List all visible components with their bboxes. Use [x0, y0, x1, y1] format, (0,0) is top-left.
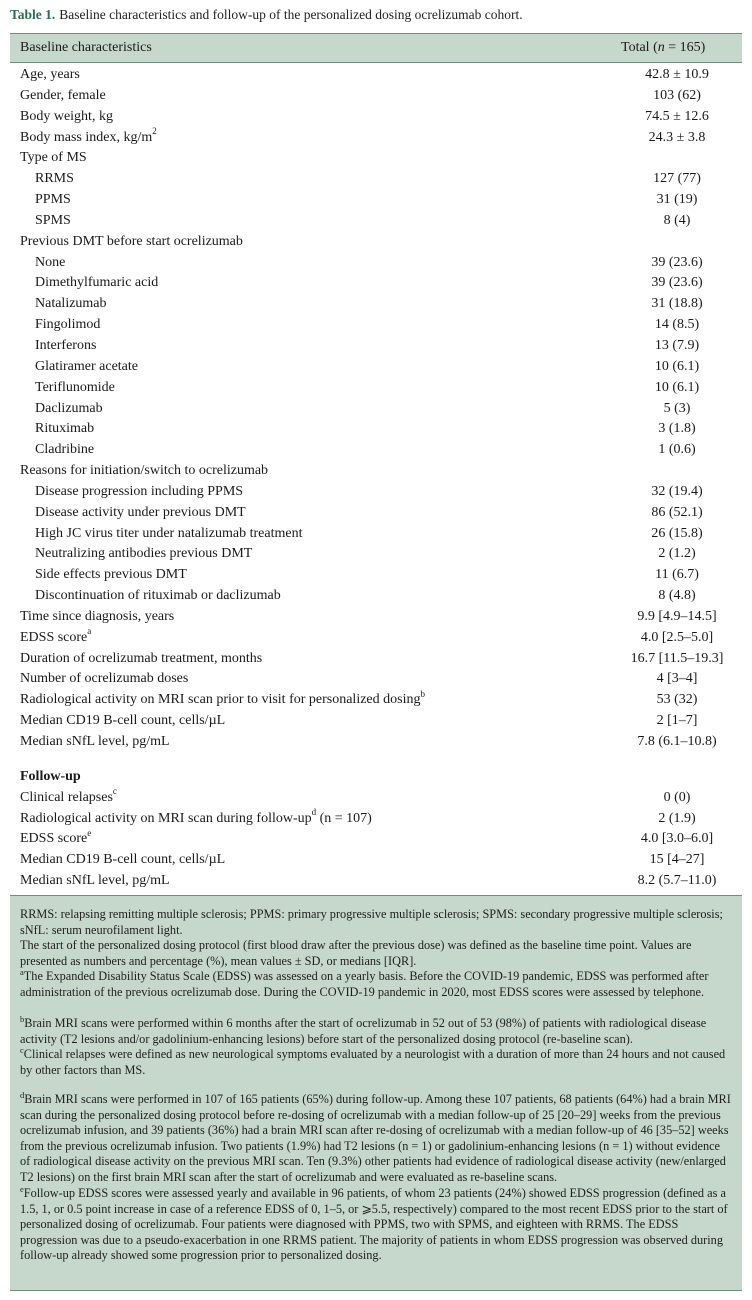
table-row: Body weight, kg 74.5 ± 12.6 — [20, 108, 709, 124]
table-title: Baseline characteristics and follow-up of the personalized dosing ocrelizumab cohort. — [59, 7, 523, 22]
table-row: Radiological activity on MRI scan during follow-$up^d$ (n = 107) 2 (1.9) — [20, 806, 696, 826]
table-row: Body mass index, $kg/m^2$ 24.3 ± 3.8 — [20, 125, 706, 145]
table-row-section: Previous DMT before start ocrelizumab — [20, 233, 243, 249]
header-baseline-characteristics: Baseline characteristics — [20, 40, 152, 55]
table-row: Natalizumab 31 (18.8) — [35, 296, 703, 312]
footnote-a: $^a$The Expanded Disability Status Scale (EDSS) was assessed on a yearly basis. Before the COVID-19 pandemic, EDSS was performed after administration of the previous ocrelizumab dose. During the COVID-19 pandemic in 2020, most EDSS scores were assessed by telephone. — [20, 966, 709, 999]
table-row: None 39 (23.6) — [35, 254, 703, 270]
table-row: Median CD19 B-cell count, cells/µL 2 [1–7] — [20, 713, 698, 729]
table-row: Median sNfL level, pg/mL 8.2 (5.7–11.0) — [20, 873, 717, 889]
table-caption — [10, 7, 523, 23]
table-row: Side effects previous DMT 11 (6.7) — [35, 567, 699, 583]
table-row: EDSS score$^a$ 4.0 [2.5–5.0] — [20, 626, 714, 645]
table-row: Disease activity under previous DMT 86 (52.1) — [35, 504, 703, 520]
table-row: SPMS 8 (4) — [35, 212, 691, 228]
table-row: Teriflunomide 10 (6.1) — [35, 379, 700, 395]
table-body — [10, 65, 742, 892]
table-row-section: Reasons for initiation/switch to ocrelizumab — [20, 463, 269, 479]
table-row: Dimethylfumaric acid 39 (23.6) — [35, 275, 703, 291]
followup-heading-row — [10, 767, 742, 788]
table-row: EDSS score$^e$ 4.0 [3.0–6.0] — [20, 827, 714, 847]
table-row: Clinical relapses$^c$ 0 (0) — [20, 786, 691, 805]
table-footnotes — [10, 896, 742, 1291]
table-row: Rituximab 3 (1.8) — [35, 421, 696, 437]
header-total: Total (n = 165) — [621, 40, 706, 55]
table-row: Duration of ocrelizumab treatment, months 16.7 [11.5–19.3] — [20, 650, 724, 666]
table-row: Median sNfL level, pg/mL 7.8 (6.1–10.8) — [20, 734, 717, 749]
table-row: RRMS 127 (77) — [35, 171, 701, 187]
footnote-b: $^b$Brain MRI scans were performed within 6 months after the start of ocrelizumab in 52 out of 53 (98%) of patients with radiological disease activity (T2 lesions and/or gadolinium-enhancing lesions) before start of the personalized dosing protocol (re-baseline scan). — [20, 1013, 707, 1046]
followup-heading: Follow-up — [20, 768, 81, 784]
table-row: Discontinuation of rituximab or daclizumab 8 (4.8) — [35, 588, 696, 604]
footnote-d: $^d$Brain MRI scans were performed in 107 of 165 patients (65%) during follow-up. Among these 107 patients, 68 patients (64%) had a brain MRI scan during the personalized dosing protocol before re-dosing of ocrelizumab with a median follow-up of 25 [20–29] weeks from the previous ocrelizumab infusion, and 39 patients (36%) had a brain MRI scan after re-dosing of ocrelizumab with a median follow-up of 46 [35–52] weeks from the previous ocrelizumab infusion. Two patients (1.9%) had T2 lesions (n = 1) or gadolinium-enhancing lesions (n = 1) without evidence of radiological disease activity on the previous MRI scan. Ten (9.3%) other patients had evidence of radiological disease activity (new/enlarged T2 lesions) on the first brain MRI scan after the start of ocrelizumab and were evaluated as re-baseline scans. — [20, 1089, 731, 1184]
table-row-section: Type of MS — [20, 150, 87, 166]
table-header — [10, 33, 742, 63]
table-row: Neutralizing antibodies previous DMT 2 (1.2) — [35, 546, 696, 562]
footnote-e: $^e$Follow-up EDSS scores were assessed yearly and available in 96 patients, of whom 23 patients (24%) showed EDSS progression (defined as a 1.5, 1, or 0.5 point increase in case of a reference EDSS of 0, 1–5, or ⩾5.5, respectively) compared to the most recent EDSS prior to the start of personalized dosing of ocrelizumab. Four patients were diagnosed with PPMS, two with SPMS, and eighteen with RRMS. The EDSS progression was due to a pseudo-exacerbation in one RRMS patient. The majority of patients in whom EDSS progression was observed during follow-up already showed some progression prior to personalized dosing. — [20, 1183, 728, 1262]
table-row: Fingolimod 14 (8.5) — [35, 317, 700, 333]
table-row: Interferons 13 (7.9) — [35, 337, 700, 353]
table-row: Radiological activity on MRI scan prior to visit for personalized dosing$^b$ 53 (32) — [20, 688, 698, 708]
table-row: High JC virus titer under natalizumab treatment 26 (15.8) — [35, 525, 703, 541]
table-row: Daclizumab 5 (3) — [35, 400, 691, 416]
table-row: Gender, female 103 (62) — [20, 87, 701, 103]
table-row: Number of ocrelizumab doses 4 [3–4] — [20, 671, 698, 687]
footnote-baseline: The start of the personalized dosing protocol (first blood draw after the previous dose) was defined as the baseline time point. Values are presented as numbers and percentage (%), mean values ± SD, or medians [IQR]. — [20, 938, 692, 968]
table-row: Time since diagnosis, years 9.9 [4.9–14.5] — [20, 608, 717, 624]
table-row: Disease progression including PPMS 32 (19.4) — [35, 483, 703, 499]
table-row: Glatiramer acetate 10 (6.1) — [35, 358, 700, 374]
table-row: PPMS 31 (19) — [35, 192, 698, 208]
footnote-c: $^c$Clinical relapses were defined as new neurological symptoms evaluated by a neurologist with a duration of more than 24 hours and not caused by other factors than MS. — [20, 1044, 726, 1077]
footnote-abbreviations: RRMS: relapsing remitting multiple sclerosis; PPMS: primary progressive multiple sclerosis; SPMS: secondary progressive multiple sclerosis; sNfL: serum neurofilament light. — [20, 907, 723, 937]
section-spacer — [10, 753, 742, 767]
table-row: Cladribine 1 (0.6) — [35, 442, 696, 458]
table-row: Age, years 42.8 ± 10.9 — [20, 67, 709, 82]
table-label: Table 1. — [10, 7, 56, 22]
table-row: Median CD19 B-cell count, cells/µL 15 [4–27] — [20, 852, 705, 868]
